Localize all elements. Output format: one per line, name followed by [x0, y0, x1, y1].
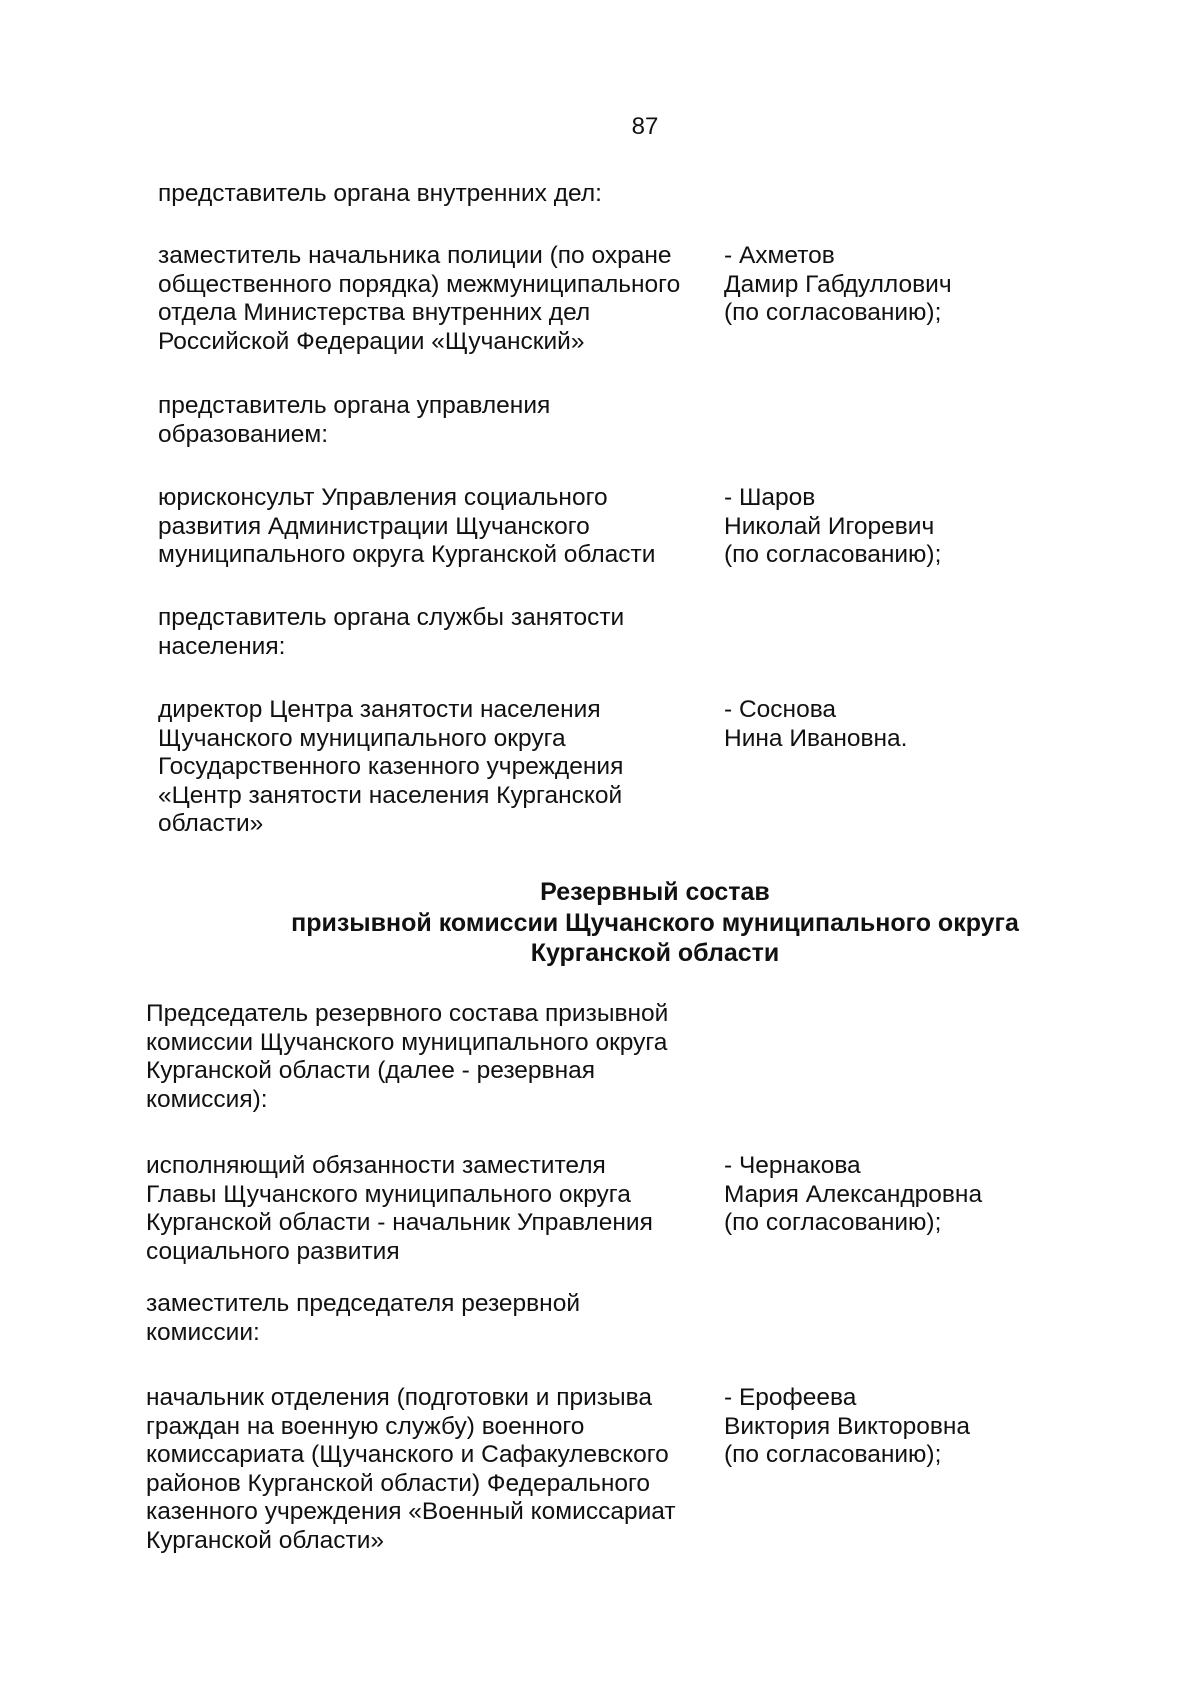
akhmetov-name: - Ахметов Дамир Габдуллович (по согласованию);	[724, 242, 952, 326]
representative-internal-affairs-label: представитель органа внутренних дел:	[158, 180, 602, 207]
reserve-heading: Резервный состав призывной комиссии Щучанского муниципального округа Курганской области	[291, 878, 1019, 967]
representative-employment-label: представитель органа службы занятости населения:	[158, 604, 625, 660]
acting-deputy-head-position: исполняющий обязанности заместителя Главы Щучанского муниципального округа Курганской области - начальник Управления социального развития	[146, 1152, 653, 1265]
sosnova-name: - Соснова Нина Ивановна.	[724, 696, 908, 752]
department-head-position: начальник отделения (подготовки и призыва граждан на военную службу) военного комиссариата (Щучанского и Сафакулевского районов Курганской области) Федерального казенного учреждения «Военный комиссариат Курганской области»	[146, 1384, 676, 1554]
reserve-deputy-label: заместитель председателя резервной комиссии:	[146, 1290, 581, 1346]
employment-director-position: директор Центра занятости населения Щучанского муниципального округа Государственного казенного учреждения «Центр занятости населения Курганской области»	[158, 696, 624, 837]
erofeeva-name: - Ерофеева Виктория Викторовна (по согласованию);	[724, 1384, 970, 1468]
page-number: 87	[631, 113, 659, 140]
police-deputy-position: заместитель начальника полиции (по охране общественного порядка) межмуниципального отдела Министерства внутренних дел Российской Федерации «Щучанский»	[158, 242, 681, 355]
sharov-name: - Шаров Николай Игоревич (по согласованию);	[724, 484, 942, 568]
reserve-chairman-label: Председатель резервного состава призывной комиссии Щучанского муниципального округа Курганской области (далее - резервная комиссия):	[146, 1000, 669, 1113]
chernakova-name: - Чернакова Мария Александровна (по согласованию);	[724, 1152, 983, 1236]
legal-advisor-position: юрисконсульт Управления социального развития Администрации Щучанского муниципального округа Курганской области	[158, 484, 656, 568]
representative-education-label: представитель органа управления образованием:	[158, 392, 551, 448]
